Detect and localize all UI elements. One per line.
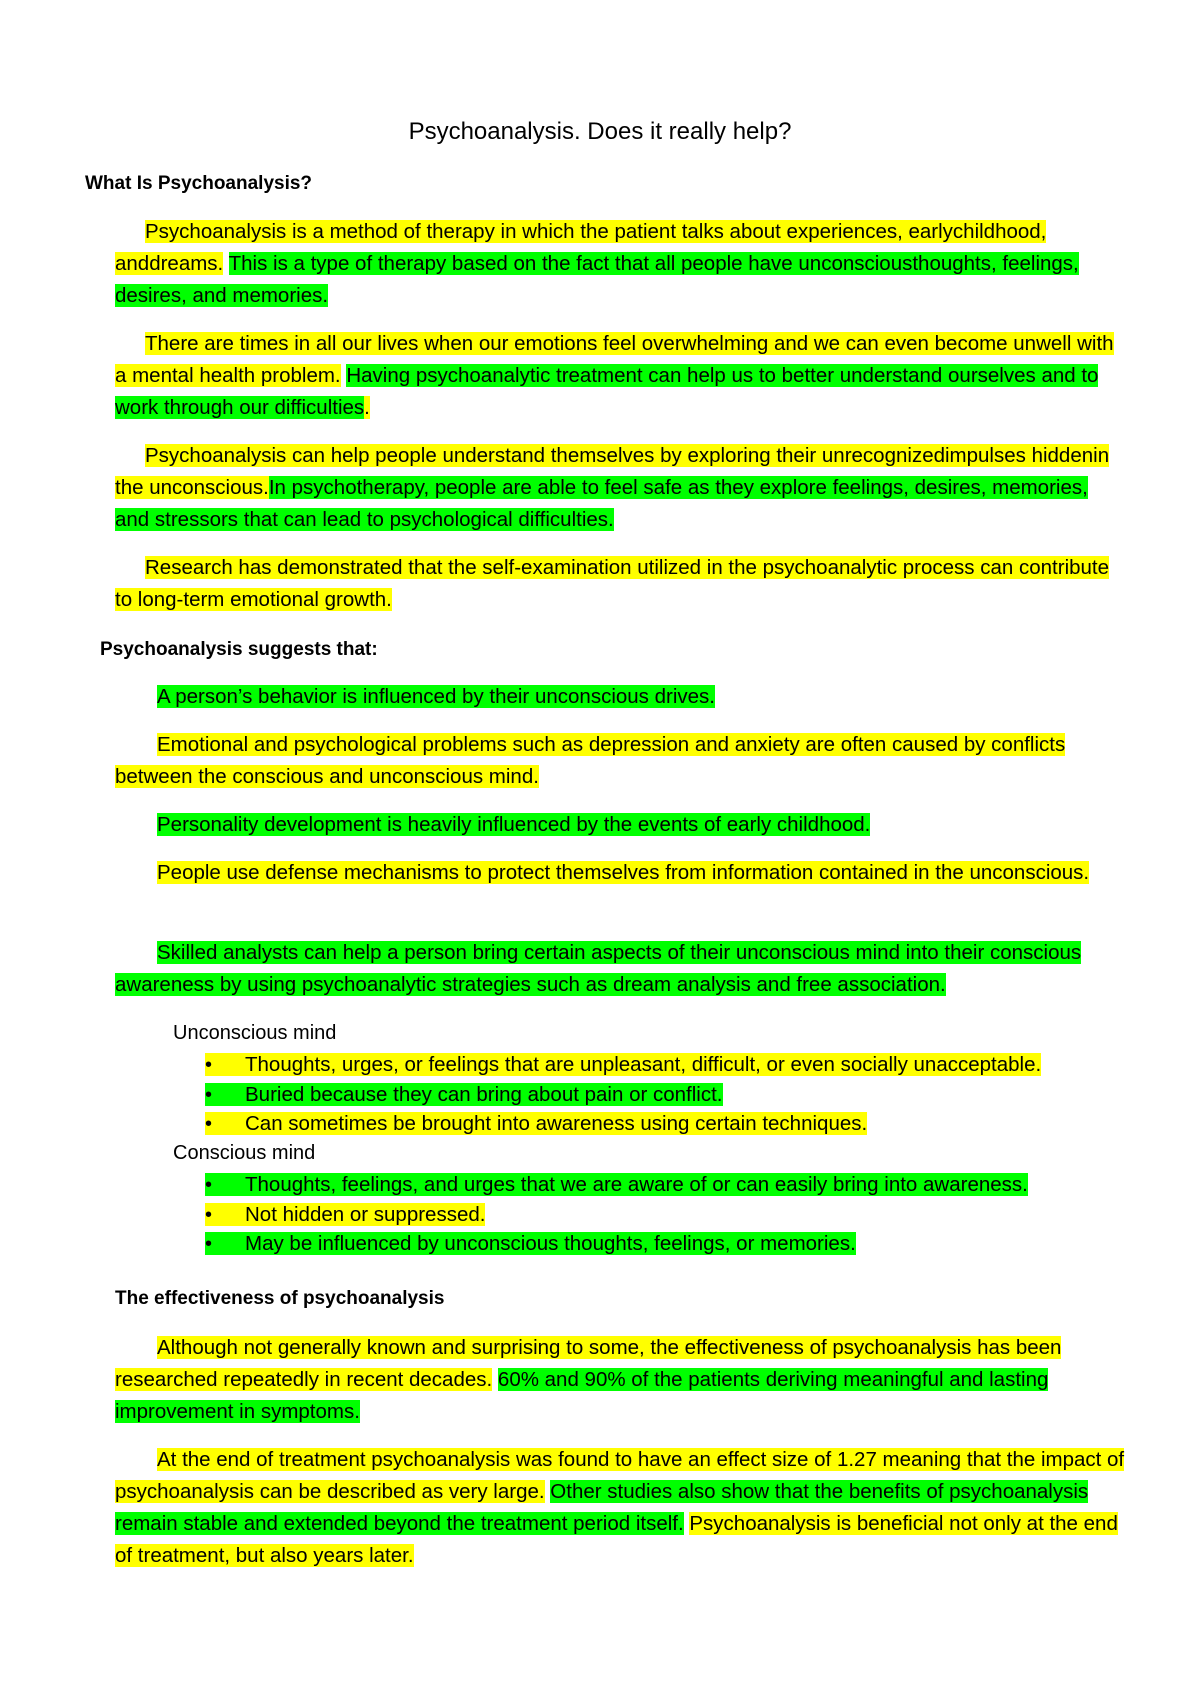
highlight-yellow: People use defense mechanisms to protect themselves from information contained in the unconscious. — [157, 861, 1090, 884]
bullet-icon: • — [205, 1203, 213, 1226]
conscious-mind-list — [205, 1170, 1125, 1259]
list-item: • Not hidden or suppressed. — [205, 1200, 1125, 1230]
highlight-yellow: Psychoanalysis can help people understand themselves by exploring their unrecognizedimpulses hiddenin the unconscious. — [115, 444, 1110, 499]
list-item: • Thoughts, urges, or feelings that are unpleasant, difficult, or even socially unacceptable. — [205, 1050, 1125, 1080]
paragraph-what-is-3 — [115, 440, 1125, 536]
highlight-yellow: . — [364, 396, 370, 419]
highlight-green: 60% and 90% of the patients deriving meaningful and lasting improvement in symptoms. — [115, 1368, 1049, 1423]
section-heading-what-is: What Is Psychoanalysis? — [85, 173, 313, 194]
section-heading-effectiveness: The effectiveness of psychoanalysis — [115, 1288, 445, 1309]
highlight-green: Personality development is heavily influenced by the events of early childhood. — [157, 813, 871, 836]
paragraph-effectiveness-2 — [115, 1444, 1125, 1572]
paragraph-what-is-1 — [115, 216, 1125, 312]
bullet-icon: • — [205, 1054, 213, 1076]
bullet-icon: • — [205, 1174, 213, 1196]
list-item: • Can sometimes be brought into awareness using certain techniques. — [205, 1109, 1125, 1139]
paragraph-what-is-2 — [115, 328, 1125, 424]
section-heading-suggests: Psychoanalysis suggests that: — [100, 639, 378, 660]
highlight-green: A person’s behavior is influenced by their unconscious drives. — [157, 685, 715, 708]
highlight-green: Having psychoanalytic treatment can help us to better understand ourselves and to work through our difficulties — [115, 364, 1099, 419]
highlight-yellow: At the end of treatment psychoanalysis was found to have an effect size of 1.27 meaning that the impact of psychoanalysis can be described as very large. — [115, 1448, 1125, 1503]
unconscious-mind-list — [205, 1050, 1125, 1139]
paragraph-suggests-3 — [115, 809, 1125, 841]
paragraph-suggests-4 — [115, 857, 1125, 889]
bullet-icon: • — [205, 1113, 213, 1135]
highlight-yellow: Psychoanalysis is beneficial not only at the end of treatment, but also years later. — [115, 1512, 1118, 1567]
bullet-icon: • — [205, 1083, 213, 1106]
list-item: • Buried because they can bring about pain or conflict. — [205, 1080, 1125, 1110]
highlight-green: Skilled analysts can help a person bring certain aspects of their unconscious mind into their conscious awareness by using psychoanalytic strategies such as dream analysis and free association. — [115, 941, 1082, 996]
paragraph-suggests-2 — [115, 729, 1125, 793]
paragraph-suggests-1 — [115, 681, 1125, 713]
paragraph-suggests-5 — [115, 937, 1125, 1001]
highlight-yellow: Psychoanalysis is a method of therapy in which the patient talks about experiences, earlychildhood, anddreams. — [115, 220, 1047, 275]
page-title: Psychoanalysis. Does it really help? — [408, 118, 792, 145]
list-item: • May be influenced by unconscious thoughts, feelings, or memories. — [205, 1229, 1125, 1259]
highlight-green: In psychotherapy, people are able to feel safe as they explore feelings, desires, memories, and stressors that can lead to psychological difficulties. — [115, 476, 1088, 531]
highlight-yellow: There are times in all our lives when our emotions feel overwhelming and we can even become unwell with a mental health problem. — [115, 332, 1114, 387]
highlight-green: This is a type of therapy based on the fact that all people have unconsciousthoughts, feelings, desires, and memories. — [115, 252, 1079, 307]
highlight-yellow: Although not generally known and surprising to some, the effectiveness of psychoanalysis has been researched repeatedly in recent decades. — [115, 1336, 1062, 1391]
highlight-yellow: Emotional and psychological problems such as depression and anxiety are often caused by conflicts between the conscious and unconscious mind. — [115, 733, 1066, 788]
subheading-unconscious-mind: Unconscious mind — [173, 1022, 337, 1044]
list-item: • Thoughts, feelings, and urges that we are aware of or can easily bring into awareness. — [205, 1170, 1125, 1200]
paragraph-effectiveness-1 — [115, 1332, 1125, 1428]
bullet-icon: • — [205, 1233, 213, 1255]
highlight-green: Other studies also show that the benefits of psychoanalysis remain stable and extended beyond the treatment period itself. — [115, 1480, 1089, 1535]
paragraph-what-is-4 — [115, 552, 1125, 616]
subheading-conscious-mind: Conscious mind — [173, 1142, 316, 1164]
highlight-yellow: Research has demonstrated that the self-examination utilized in the psychoanalytic process can contribute to long-term emotional growth. — [115, 556, 1110, 611]
